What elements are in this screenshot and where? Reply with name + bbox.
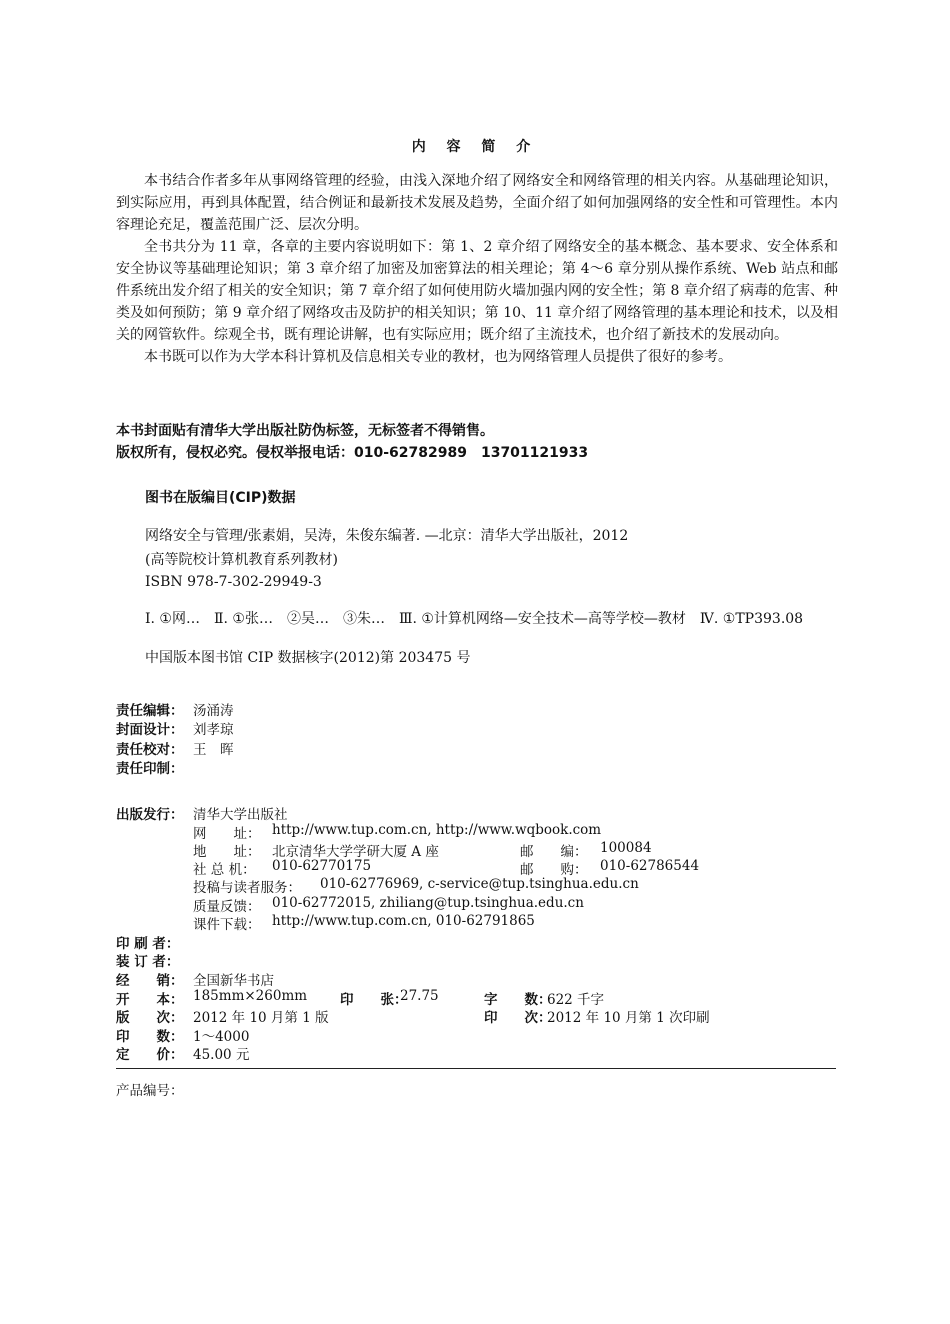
sheets-value: 27.75 [400,988,439,1004]
edition-value: 2012 年 10 月第 1 版 [193,1010,329,1026]
edition-label: 版 次： [116,1010,184,1026]
format-value: 185mm×260mm [193,988,308,1004]
words-label: 字 数： [484,992,552,1008]
printing-supervisor-label: 责任印制： [116,761,184,777]
mail-order-label: 邮 购： [520,862,588,878]
intro-paragraph-3: 本书既可以作为大学本科计算机及信息相关专业的教材，也为网络管理人员提供了很好的参考。 [144,349,732,365]
website-label: 网 址： [193,826,261,842]
intro-section [116,170,838,368]
cip-series-line: (高等院校计算机教育系列教材) [145,552,338,568]
courseware-label: 课件下载： [193,917,261,933]
printer-label: 印 刷 者： [116,936,180,952]
website-value: http://www.tup.com.cn, http://www.wqbook.com [272,822,602,838]
address-label: 地 址： [193,844,261,860]
publisher-label: 出版发行： [116,807,184,823]
mail-order-value: 010-62786544 [600,858,700,874]
intro-paragraph-2: 全书共分为 11 章，各章的主要内容说明如下：第 1、2 章介绍了网络安全的基本概念、基本要求、安全体系和安全协议等基础理论知识；第 3 章介绍了加密及加密算法的相关理论；第 4～6 章分别从操作系统、Web 站点和邮件系统出发介绍了相关的安全知识；第 7 章介绍了如何使用防火墙加强内网的安全性；第 8 章介绍了病毒的危害、种类及如何预防；第 9 章介绍了网络攻击及防护的相关知识；第 10、11 章介绍了网络管理的基本理论和技术，以及相关的网管软件。综观全书，既有理论讲解，也有实际应用；既介绍了主流技术，也介绍了新技术的发展动向。 [116,239,838,343]
cip-isbn: ISBN 978-7-302-29949-3 [145,574,322,590]
price-value: 45.00 元 [193,1047,250,1063]
reader-service-value: 010-62776969, c-service@tup.tsinghua.edu.cn [320,876,639,892]
cip-title-line: 网络安全与管理/张素娟，吴涛，朱俊东编著. —北京：清华大学出版社，2012 [145,528,629,544]
distributor-label: 经 销： [116,973,184,989]
address-value: 北京清华大学学研大厦 A 座 [272,844,439,860]
quality-feedback-label: 质量反馈： [193,899,261,915]
switchboard-label: 社 总 机： [193,862,256,878]
intro-paragraph-1: 本书结合作者多年从事网络管理的经验，由浅入深地介绍了网络安全和网络管理的相关内容。从基础理论知识，到实际应用，再到具体配置，结合例证和最新技术发展及趋势，全面介绍了如何加强网络的安全性和可管理性。本内容理论充足，覆盖范围广泛、层次分明。 [116,173,838,233]
copyright-notice: 版权所有，侵权必究。侵权举报电话：010-62782989 13701121933 [116,445,589,461]
binder-label: 装 订 者： [116,954,180,970]
editor-label: 责任编辑： [116,703,184,719]
postcode-value: 100084 [600,840,652,856]
editor-value: 汤涌涛 [193,703,234,719]
words-value: 622 千字 [547,992,605,1008]
cip-record-number: 中国版本图书馆 CIP 数据核字(2012)第 203475 号 [145,650,471,666]
product-code-label: 产品编号： [116,1083,184,1099]
print-run-value: 1～4000 [193,1029,250,1045]
proofreader-value: 王 晖 [193,742,234,758]
impression-value: 2012 年 10 月第 1 次印刷 [547,1010,710,1026]
price-label: 定 价： [116,1047,184,1063]
divider-line [116,1068,836,1069]
reader-service-label: 投稿与读者服务： [193,880,301,896]
format-label: 开 本： [116,992,184,1008]
quality-feedback-value: 010-62772015, zhiliang@tup.tsinghua.edu.cn [272,895,584,911]
postcode-label: 邮 编： [520,844,588,860]
distributor-value: 全国新华书店 [193,973,274,989]
proofreader-label: 责任校对： [116,742,184,758]
publisher-name: 清华大学出版社 [193,807,288,823]
designer-label: 封面设计： [116,722,184,738]
print-run-label: 印 数： [116,1029,184,1045]
page-title: 内 容 简 介 [411,139,539,155]
cip-classification: Ⅰ. ①网… Ⅱ. ①张… ②吴… ③朱… Ⅲ. ①计算机网络—安全技术—高等学校—教材 Ⅳ. ①TP393.08 [145,611,804,627]
anti-counterfeit-notice: 本书封面贴有清华大学出版社防伪标签，无标签者不得销售。 [116,423,494,439]
courseware-value: http://www.tup.com.cn, 010-62791865 [272,913,535,929]
sheets-label: 印 张： [340,992,408,1008]
designer-value: 刘孝琼 [193,722,234,738]
impression-label: 印 次： [484,1010,552,1026]
cip-heading: 图书在版编目(CIP)数据 [145,490,296,506]
switchboard-value: 010-62770175 [272,858,372,874]
